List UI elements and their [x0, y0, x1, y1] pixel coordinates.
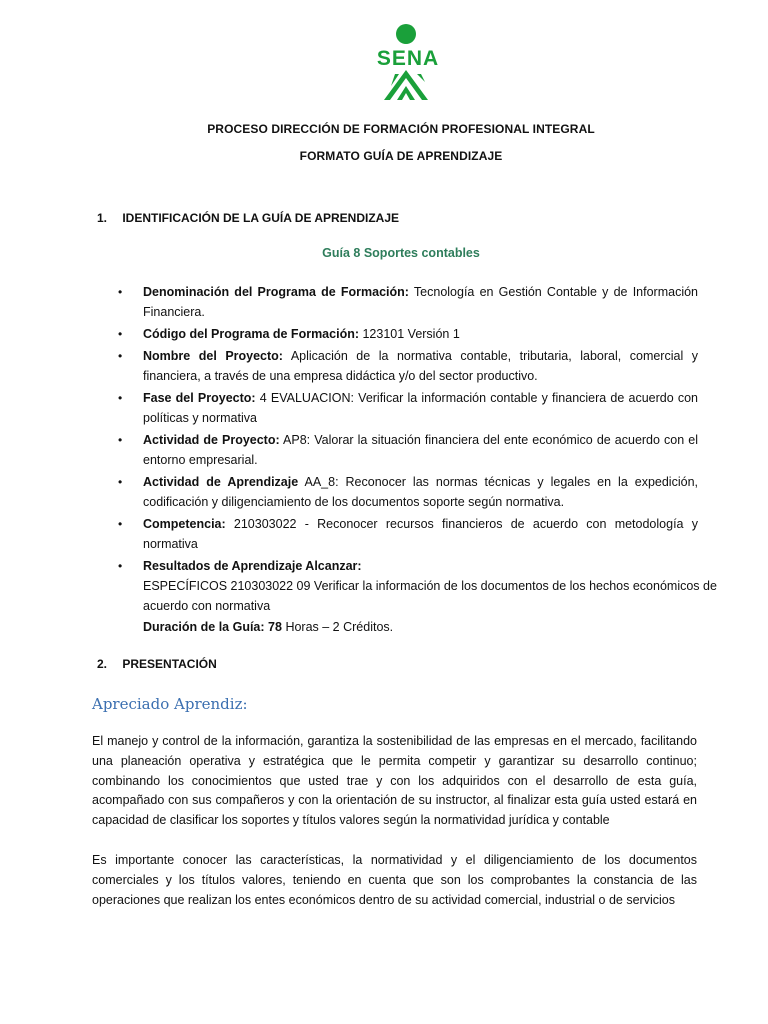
list-item — [116, 472, 698, 512]
item-label: Denominación del Programa de Formación: — [143, 285, 409, 299]
duration-hours: 78 — [268, 620, 282, 634]
list-item — [116, 324, 698, 344]
bullet-icon: • — [118, 349, 123, 363]
header-format: FORMATO GUÍA DE APRENDIZAJE — [299, 149, 503, 163]
item-value: Tecnología en Gestión Contable y de Información Financiera. — [143, 285, 699, 319]
bullet-icon: • — [118, 391, 123, 405]
section-1-number: 1. — [97, 211, 108, 225]
section-1-title: IDENTIFICACIÓN DE LA GUÍA DE APRENDIZAJE — [122, 211, 400, 225]
list-item — [116, 282, 698, 322]
item-label: Nombre del Proyecto: — [143, 349, 283, 363]
greeting: Apreciado Aprendiz: — [92, 695, 248, 713]
item-label: Actividad de Proyecto: — [143, 433, 280, 447]
paragraph-1: El manejo y control de la información, garantiza la sostenibilidad de las empresas en el mercado, facilitando una planeación operativa y estratégica que le permita competir y garantizar su desarrollo continuo; combinando los conocimientos que usted trae y con los adquiridos con el desarrollo de esta guía, acompañado con sus compañeros y con la orientación de su instructor, al finalizar esta guía usted estará en capacidad de clasificar los soportes y títulos valores según la normatividad jurídica y contable — [92, 734, 697, 828]
item-value: 210303022 - Reconocer recursos financieros de acuerdo con metodología y normativa — [143, 517, 698, 551]
bullet-icon: • — [118, 433, 123, 447]
item-label: Actividad de Aprendizaje — [143, 475, 299, 489]
section-1-heading — [97, 211, 399, 225]
section-2-title: PRESENTACIÓN — [122, 657, 217, 671]
item-value: 123101 Versión 1 — [362, 327, 460, 341]
list-item — [116, 556, 717, 616]
item-value: Aplicación de la normativa contable, tributaria, laboral, comercial y financiera, a través de una empresa didáctica y/o del sector productivo. — [143, 349, 698, 383]
bullet-icon: • — [118, 327, 123, 341]
list-item — [116, 514, 698, 554]
results-line-1: ESPECÍFICOS 210303022 09 Verificar la información de los documentos de los hechos económicos de — [143, 579, 717, 593]
duration-rest: Horas – 2 Créditos. — [285, 620, 394, 634]
bullet-icon: • — [118, 285, 123, 299]
paragraph-2: Es importante conocer las características, la normatividad y el diligenciamiento de los documentos comerciales y los títulos valores, teniendo en cuenta que son los comprobantes la constancia de las operaciones que realizan los entes económicos dentro de su actividad comercial, industrial o de servicios — [92, 853, 697, 907]
header-process: PROCESO DIRECCIÓN DE FORMACIÓN PROFESIONAL INTEGRAL — [207, 122, 595, 136]
item-label: Fase del Proyecto: — [143, 391, 256, 405]
section-2-number: 2. — [97, 657, 108, 671]
item-label: Competencia: — [143, 517, 226, 531]
item-label: Resultados de Aprendizaje Alcanzar: — [143, 559, 362, 573]
item-label: Código del Programa de Formación: — [143, 327, 359, 341]
guide-title: Guía 8 Soportes contables — [322, 246, 480, 260]
logo-text: SENA — [376, 47, 440, 70]
item-value: 4 EVALUACION: Verificar la información contable y financiera de acuerdo con políticas y normativa — [143, 391, 698, 425]
list-item — [116, 388, 698, 428]
list-item — [116, 430, 698, 470]
item-value: AP8: Valorar la situación financiera del ente económico de acuerdo con el entorno empresarial. — [143, 433, 698, 467]
bullet-icon: • — [118, 475, 123, 489]
duration — [143, 617, 393, 637]
sena-logo-icon — [366, 22, 450, 102]
bullet-icon: • — [118, 517, 123, 531]
list-item — [116, 346, 698, 386]
results-line-2: acuerdo con normativa — [143, 599, 271, 613]
section-2-heading — [97, 657, 217, 671]
duration-label: Duración de la Guía: — [143, 620, 265, 634]
item-value: AA_8: Reconocer las normas técnicas y legales en la expedición, codificación y diligenciamiento de los documentos soporte según normativa. — [143, 475, 698, 509]
bullet-icon: • — [118, 559, 123, 573]
identification-list — [116, 282, 717, 618]
